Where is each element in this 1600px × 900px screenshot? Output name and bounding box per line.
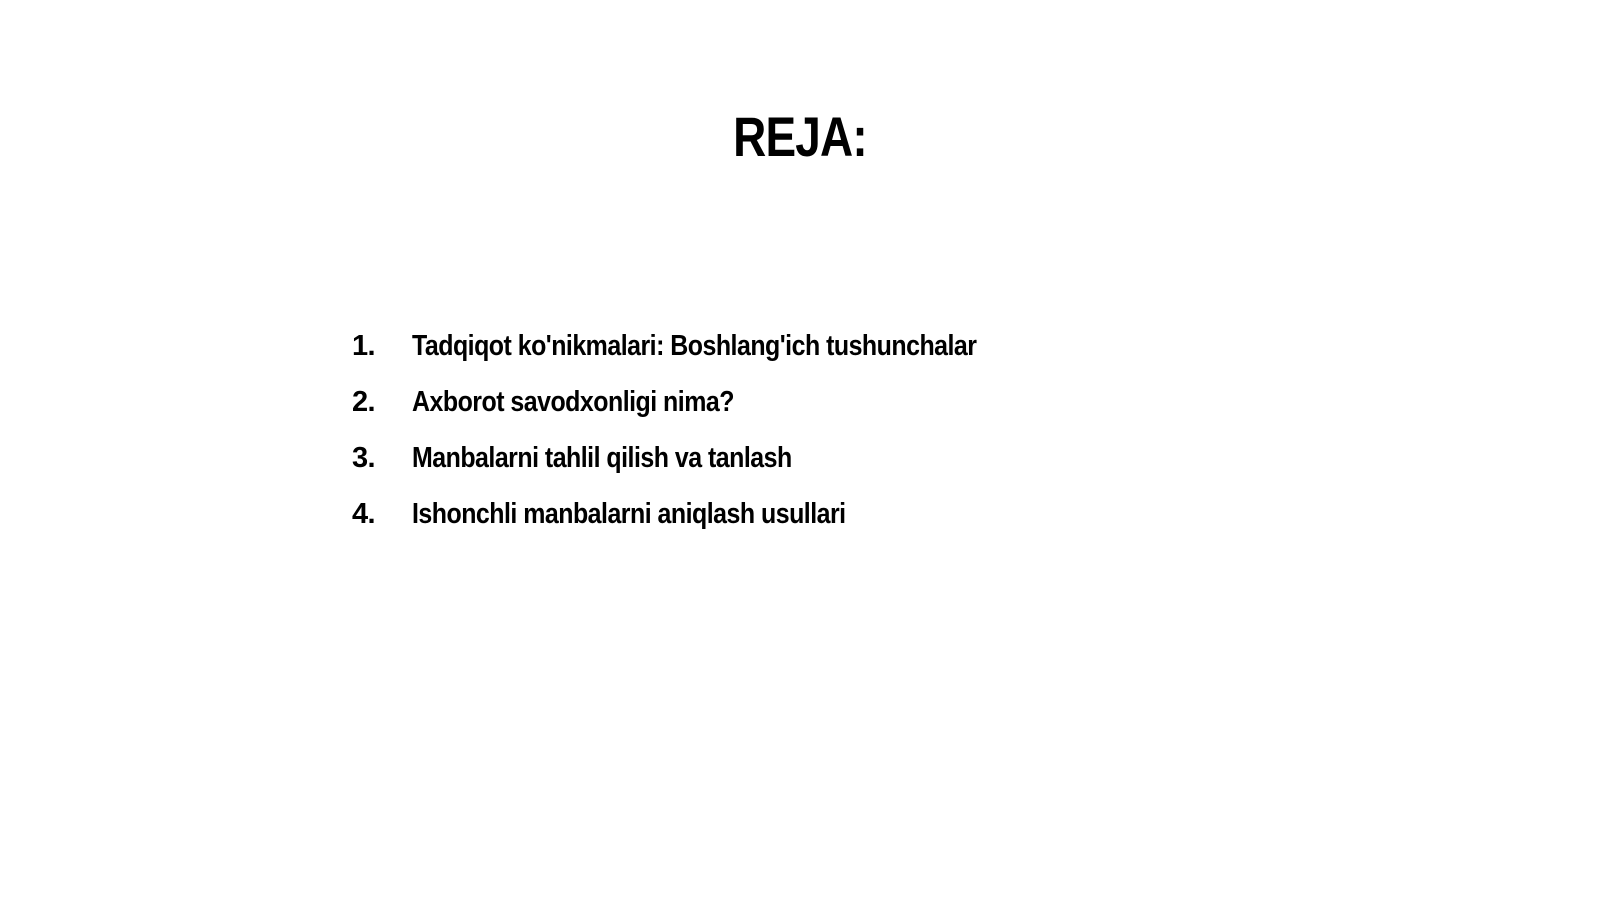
- agenda-item-text: Tadqiqot ko'nikmalari: Boshlang'ich tushunchalar: [412, 330, 977, 362]
- agenda-item-text: Manbalarni tahlil qilish va tanlash: [412, 442, 792, 474]
- agenda-item-4: [352, 494, 1252, 550]
- agenda-item-text: Ishonchli manbalarni aniqlash usullari: [412, 498, 846, 530]
- agenda-item-number: 1.: [352, 330, 375, 362]
- agenda-item-text: Axborot savodxonligi nima?: [412, 386, 734, 418]
- agenda-list: [352, 326, 1252, 550]
- agenda-item-3: [352, 438, 1252, 494]
- agenda-item-2: [352, 382, 1252, 438]
- agenda-item-1: [352, 326, 1252, 382]
- agenda-item-number: 2.: [352, 386, 375, 418]
- agenda-item-number: 3.: [352, 442, 375, 474]
- slide-title: REJA:: [733, 105, 867, 168]
- agenda-item-number: 4.: [352, 498, 375, 530]
